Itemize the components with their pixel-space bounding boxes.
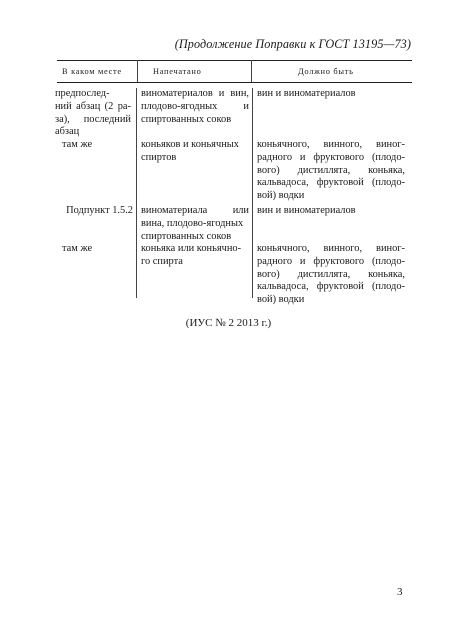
- text-line: вой) водки: [257, 294, 305, 306]
- text-line: го спирта: [141, 255, 183, 267]
- table-row-2-should-be: [257, 139, 405, 203]
- text-line: кальвадоса, фруктовой (плодо-: [257, 177, 405, 189]
- text-line: вина, плодово-ягодных: [141, 217, 244, 229]
- text-line: коньячного, винного, виног-: [257, 139, 405, 150]
- column-divider: [252, 88, 253, 298]
- text-line: кальвадоса, фруктовой (плодо-: [257, 281, 405, 293]
- text-line: вин и виноматериалов: [257, 88, 356, 99]
- table-row-4-place: [62, 243, 130, 256]
- column-header-should-be: Должно быть: [298, 67, 354, 76]
- table-row-1-place: [55, 88, 131, 139]
- text-line: за), последний: [55, 113, 131, 125]
- text-line: коньячного, винного, виног-: [257, 243, 405, 254]
- text-line: коньяка или коньячно-: [141, 243, 242, 254]
- text-line: вой) водки: [257, 190, 305, 202]
- table-row-2-place: [62, 139, 130, 152]
- text-line: вого) дистиллята, коньяка,: [257, 268, 405, 280]
- column-divider: [251, 60, 252, 82]
- table-row-2-printed: [141, 139, 249, 165]
- text-line: абзац: [55, 126, 80, 138]
- table-row-4-printed: [141, 243, 249, 269]
- column-divider: [137, 60, 138, 82]
- page-number: 3: [397, 586, 403, 598]
- text-line: коньяков и коньячных: [141, 139, 239, 150]
- text-line: спиртованных соков: [141, 113, 232, 125]
- column-divider: [136, 88, 137, 298]
- table-row-3-printed: [141, 205, 249, 243]
- table-row-3-should-be: [257, 205, 405, 218]
- table-row-3-place: [55, 205, 133, 218]
- text-line: радного и фруктового (плодо-: [257, 255, 405, 267]
- text-line: виноматериала или: [141, 205, 249, 216]
- text-line: радного и фруктового (плодо-: [257, 151, 405, 163]
- table-header-rule: [57, 82, 412, 83]
- source-reference: (ИУС № 2 2013 г.): [185, 317, 272, 329]
- text-line: вин и виноматериалов: [257, 205, 356, 216]
- text-line: там же: [62, 243, 93, 254]
- text-line: ний абзац (2 ра-: [55, 100, 131, 112]
- text-line: там же: [62, 139, 93, 150]
- text-line: Подпункт 1.5.2: [66, 205, 133, 216]
- text-line: виноматериалов и вин,: [141, 88, 249, 99]
- text-line: спиртованных соков: [141, 230, 232, 242]
- table-row-4-should-be: [257, 243, 405, 307]
- text-line: предпослед-: [55, 88, 110, 99]
- column-header-printed: Напечатано: [153, 67, 202, 76]
- text-line: вого) дистиллята, коньяка,: [257, 164, 405, 176]
- text-line: плодово-ягодных и: [141, 100, 249, 112]
- table-row-1-printed: [141, 88, 249, 126]
- table-row-1-should-be: [257, 88, 405, 101]
- column-header-place: В каком месте: [62, 67, 122, 76]
- text-line: спиртов: [141, 151, 177, 163]
- table-top-rule: [57, 60, 412, 61]
- continuation-header: (Продолжение Поправки к ГОСТ 13195—73): [174, 37, 411, 51]
